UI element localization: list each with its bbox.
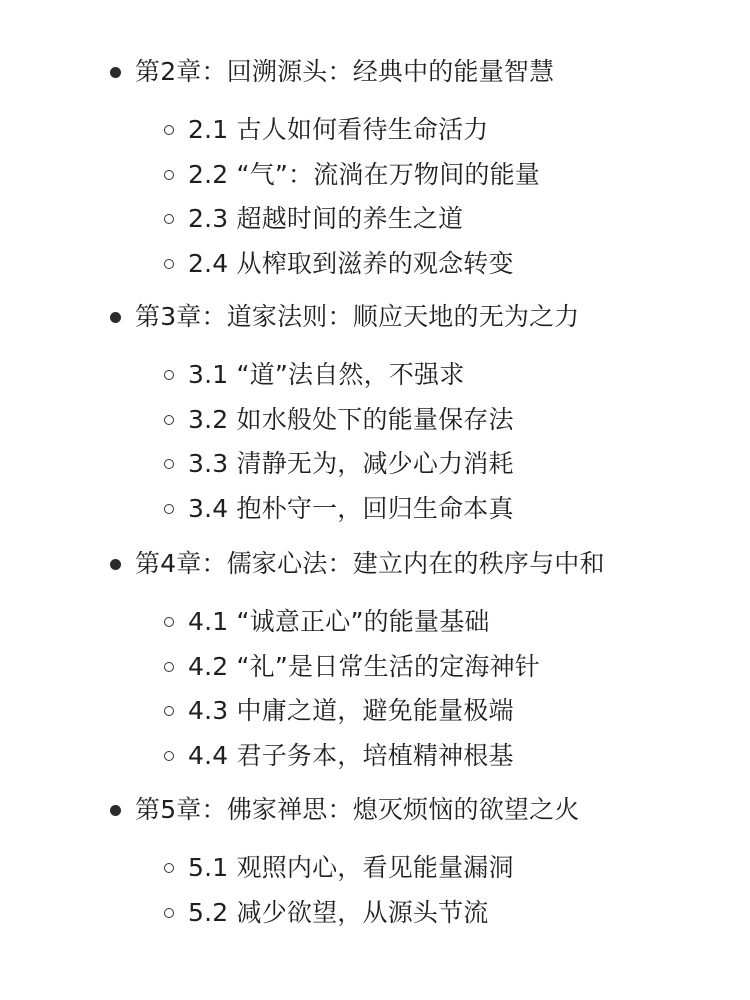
section-item xyxy=(0,443,750,488)
section-item xyxy=(0,354,750,399)
section-title: 4.3 中庸之道，避免能量极端 xyxy=(188,696,514,726)
bullet-hollow-icon xyxy=(164,706,174,716)
section-item xyxy=(0,198,750,243)
section-title: 2.4 从榨取到滋养的观念转变 xyxy=(188,248,514,278)
section-title: 5.1 观照内心，看见能量漏洞 xyxy=(188,853,514,882)
chapter-item xyxy=(0,297,750,523)
section-list xyxy=(0,109,750,287)
chapter-title: 第5章：佛家禅思：熄灭烦恼的欲望之火 xyxy=(135,795,580,824)
chapter-item xyxy=(0,52,750,278)
bullet-hollow-icon xyxy=(164,751,174,761)
bullet-hollow-icon xyxy=(164,125,174,135)
section-item xyxy=(0,646,750,691)
chapter-item xyxy=(0,544,750,770)
section-item xyxy=(0,690,750,735)
section-title: 2.2 “气”：流淌在万物间的能量 xyxy=(188,159,541,189)
section-title: 3.2 如水般处下的能量保存法 xyxy=(188,404,514,434)
section-title: 3.1 “道”法自然，不强求 xyxy=(188,360,465,389)
section-list xyxy=(0,601,750,779)
chapter-row xyxy=(0,297,750,339)
section-title: 4.1 “诚意正心”的能量基础 xyxy=(188,607,490,636)
bullet-hollow-icon xyxy=(164,662,174,672)
section-item xyxy=(0,399,750,444)
section-item xyxy=(0,601,750,646)
section-list xyxy=(0,354,750,532)
bullet-hollow-icon xyxy=(164,617,174,627)
bullet-hollow-icon xyxy=(164,415,174,425)
bullet-hollow-icon xyxy=(164,170,174,180)
section-title: 2.3 超越时间的养生之道 xyxy=(188,204,464,234)
chapter-row xyxy=(0,52,750,94)
chapter-row xyxy=(0,790,750,832)
bullet-hollow-icon xyxy=(164,214,174,224)
section-title: 4.2 “礼”是日常生活的定海神针 xyxy=(188,651,541,681)
chapter-item xyxy=(0,790,750,927)
section-item xyxy=(0,488,750,533)
bullet-filled-icon xyxy=(110,312,121,323)
bullet-hollow-icon xyxy=(164,459,174,469)
bullet-filled-icon xyxy=(110,805,121,816)
bullet-hollow-icon xyxy=(164,504,174,514)
section-item xyxy=(0,847,750,892)
bullet-filled-icon xyxy=(110,559,121,570)
bullet-hollow-icon xyxy=(164,863,174,873)
chapter-title: 第2章：回溯源头：经典中的能量智慧 xyxy=(135,57,555,86)
section-title: 4.4 君子务本，培植精神根基 xyxy=(188,740,514,770)
section-title: 5.2 减少欲望，从源头节流 xyxy=(188,897,489,927)
section-item xyxy=(0,735,750,780)
bullet-filled-icon xyxy=(110,67,121,78)
bullet-hollow-icon xyxy=(164,370,174,380)
bullet-hollow-icon xyxy=(164,908,174,918)
section-list xyxy=(0,847,750,936)
section-item xyxy=(0,243,750,288)
section-title: 2.1 古人如何看待生命活力 xyxy=(188,115,489,144)
section-title: 3.4 抱朴守一，回归生命本真 xyxy=(188,493,514,523)
section-item xyxy=(0,154,750,199)
section-item xyxy=(0,109,750,154)
section-item xyxy=(0,892,750,937)
chapter-title: 第3章：道家法则：顺应天地的无为之力 xyxy=(135,302,580,331)
chapter-title: 第4章：儒家心法：建立内在的秩序与中和 xyxy=(135,549,605,578)
section-title: 3.3 清静无为，减少心力消耗 xyxy=(188,449,514,479)
chapter-row xyxy=(0,544,750,586)
bullet-hollow-icon xyxy=(164,259,174,269)
